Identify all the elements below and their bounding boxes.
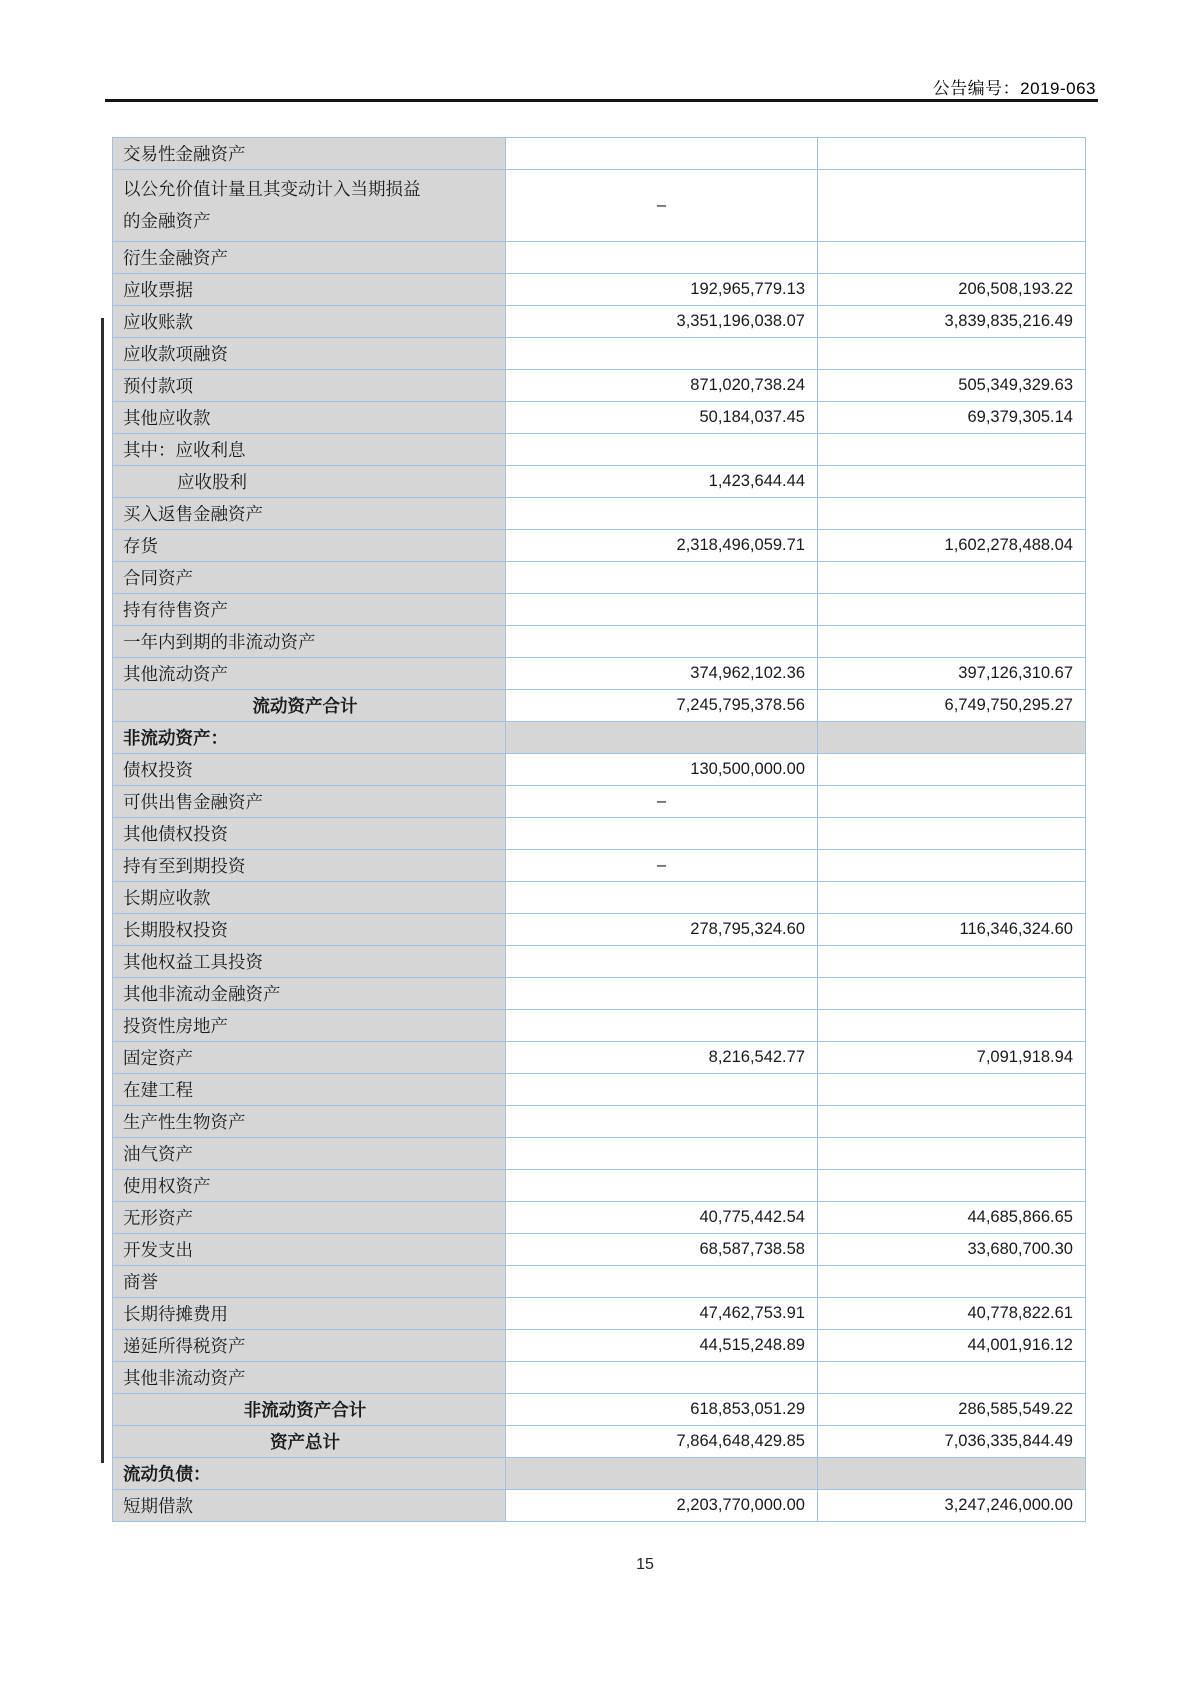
row-label: 应收款项融资 [113, 337, 506, 369]
row-value-col1 [506, 561, 818, 593]
table-row [113, 785, 1086, 817]
table-row [113, 1233, 1086, 1265]
row-label: 非流动资产合计 [113, 1393, 506, 1425]
announcement-number: 公告编号：2019-063 [932, 79, 1096, 98]
row-value-col2: 7,036,335,844.49 [818, 1425, 1086, 1457]
row-label: 持有待售资产 [113, 593, 506, 625]
row-value-col2 [818, 785, 1086, 817]
table-row [113, 1201, 1086, 1233]
row-value-col2 [818, 881, 1086, 913]
row-label: 持有至到期投资 [113, 849, 506, 881]
row-label: 资产总计 [113, 1425, 506, 1457]
row-value-col2: 44,685,866.65 [818, 1201, 1086, 1233]
table-row [113, 337, 1086, 369]
row-value-col1 [506, 241, 818, 273]
row-value-col1: 40,775,442.54 [506, 1201, 818, 1233]
row-label: 可供出售金融资产 [113, 785, 506, 817]
table-row [113, 593, 1086, 625]
table-row [113, 138, 1086, 170]
row-value-col2 [818, 1265, 1086, 1297]
row-value-col1 [506, 1073, 818, 1105]
row-value-col2: 3,247,246,000.00 [818, 1489, 1086, 1521]
row-label: 衍生金融资产 [113, 241, 506, 273]
row-value-col1 [506, 1105, 818, 1137]
row-value-col1: 68,587,738.58 [506, 1233, 818, 1265]
row-value-col1: 130,500,000.00 [506, 753, 818, 785]
row-label: 以公允价值计量且其变动计入当期损益的金融资产 [113, 170, 506, 242]
table-row [113, 369, 1086, 401]
row-value-col1 [506, 977, 818, 1009]
row-label: 其他应收款 [113, 401, 506, 433]
row-value-col1 [506, 1009, 818, 1041]
row-value-col1: – [506, 849, 818, 881]
row-value-col1: 871,020,738.24 [506, 369, 818, 401]
row-label: 流动负债： [113, 1457, 506, 1489]
row-label: 债权投资 [113, 753, 506, 785]
table-row [113, 1457, 1086, 1489]
row-value-col2: 116,346,324.60 [818, 913, 1086, 945]
table-row [113, 1105, 1086, 1137]
row-value-col1 [506, 497, 818, 529]
row-value-col2 [818, 561, 1086, 593]
row-value-col1: – [506, 785, 818, 817]
table-row [113, 1137, 1086, 1169]
row-value-col1 [506, 1169, 818, 1201]
row-value-col2 [818, 849, 1086, 881]
row-value-col2 [818, 241, 1086, 273]
row-label: 其他非流动资产 [113, 1361, 506, 1393]
row-label: 其他债权投资 [113, 817, 506, 849]
row-value-col1: 192,965,779.13 [506, 273, 818, 305]
table-row [113, 881, 1086, 913]
row-label: 长期待摊费用 [113, 1297, 506, 1329]
table-row [113, 945, 1086, 977]
row-label: 油气资产 [113, 1137, 506, 1169]
row-value-col1 [506, 1361, 818, 1393]
table-row [113, 1265, 1086, 1297]
table-row [113, 1169, 1086, 1201]
row-value-col2: 286,585,549.22 [818, 1393, 1086, 1425]
table-row [113, 241, 1086, 273]
row-label: 在建工程 [113, 1073, 506, 1105]
row-value-col1: 1,423,644.44 [506, 465, 818, 497]
row-label: 开发支出 [113, 1233, 506, 1265]
row-value-col2 [818, 1169, 1086, 1201]
row-value-col1 [506, 593, 818, 625]
table-row [113, 721, 1086, 753]
row-value-col2 [818, 337, 1086, 369]
table-row [113, 1009, 1086, 1041]
row-value-col1: – [506, 170, 818, 242]
row-value-col1: 50,184,037.45 [506, 401, 818, 433]
row-label: 商誉 [113, 1265, 506, 1297]
row-value-col1 [506, 138, 818, 170]
table-row [113, 1329, 1086, 1361]
row-value-col1: 618,853,051.29 [506, 1393, 818, 1425]
row-value-col2 [818, 721, 1086, 753]
row-value-col1 [506, 1457, 818, 1489]
table-row [113, 170, 1086, 242]
row-value-col1 [506, 337, 818, 369]
table-row [113, 913, 1086, 945]
row-value-col2: 1,602,278,488.04 [818, 529, 1086, 561]
table-row [113, 1297, 1086, 1329]
table-row [113, 561, 1086, 593]
row-value-col2: 6,749,750,295.27 [818, 689, 1086, 721]
table-row [113, 625, 1086, 657]
row-value-col1 [506, 1137, 818, 1169]
row-label: 应收账款 [113, 305, 506, 337]
table-row [113, 273, 1086, 305]
row-value-col2: 3,839,835,216.49 [818, 305, 1086, 337]
row-value-col1: 374,962,102.36 [506, 657, 818, 689]
row-value-col2 [818, 138, 1086, 170]
row-label: 流动资产合计 [113, 689, 506, 721]
table-row [113, 657, 1086, 689]
row-label: 长期应收款 [113, 881, 506, 913]
row-value-col2 [818, 1457, 1086, 1489]
row-label: 递延所得税资产 [113, 1329, 506, 1361]
row-label: 买入返售金融资产 [113, 497, 506, 529]
row-label: 应收票据 [113, 273, 506, 305]
header-rule [105, 99, 1098, 102]
row-label: 一年内到期的非流动资产 [113, 625, 506, 657]
row-label: 短期借款 [113, 1489, 506, 1521]
row-label: 应收股利 [113, 465, 506, 497]
table-row [113, 849, 1086, 881]
table-row [113, 497, 1086, 529]
row-value-col2: 40,778,822.61 [818, 1297, 1086, 1329]
row-value-col2 [818, 170, 1086, 242]
row-value-col2 [818, 753, 1086, 785]
row-value-col2: 206,508,193.22 [818, 273, 1086, 305]
table-row [113, 1073, 1086, 1105]
row-value-col2 [818, 497, 1086, 529]
table-row [113, 689, 1086, 721]
row-label: 使用权资产 [113, 1169, 506, 1201]
row-value-col1: 2,203,770,000.00 [506, 1489, 818, 1521]
row-value-col1 [506, 625, 818, 657]
balance-sheet-table [112, 137, 1086, 1522]
table-row [113, 1489, 1086, 1521]
row-value-col2: 505,349,329.63 [818, 369, 1086, 401]
table-row [113, 1425, 1086, 1457]
page-number: 15 [636, 1556, 654, 1573]
table-row [113, 1361, 1086, 1393]
row-label: 其他非流动金融资产 [113, 977, 506, 1009]
row-value-col1 [506, 721, 818, 753]
table-row [113, 977, 1086, 1009]
row-value-col2 [818, 1105, 1086, 1137]
row-label: 投资性房地产 [113, 1009, 506, 1041]
row-label: 交易性金融资产 [113, 138, 506, 170]
row-value-col2: 69,379,305.14 [818, 401, 1086, 433]
row-value-col1 [506, 433, 818, 465]
table-row [113, 433, 1086, 465]
row-value-col2: 33,680,700.30 [818, 1233, 1086, 1265]
row-label: 其他流动资产 [113, 657, 506, 689]
table-row [113, 753, 1086, 785]
row-value-col1 [506, 817, 818, 849]
table-row [113, 465, 1086, 497]
row-value-col1: 2,318,496,059.71 [506, 529, 818, 561]
table-row [113, 1393, 1086, 1425]
row-label: 预付款项 [113, 369, 506, 401]
row-value-col2 [818, 1073, 1086, 1105]
row-label: 其他权益工具投资 [113, 945, 506, 977]
row-value-col2: 397,126,310.67 [818, 657, 1086, 689]
row-value-col1 [506, 1265, 818, 1297]
row-value-col2 [818, 817, 1086, 849]
table-row [113, 305, 1086, 337]
row-value-col1: 44,515,248.89 [506, 1329, 818, 1361]
row-value-col2 [818, 977, 1086, 1009]
row-value-col2 [818, 1137, 1086, 1169]
row-value-col2 [818, 625, 1086, 657]
row-value-col2 [818, 465, 1086, 497]
row-label: 固定资产 [113, 1041, 506, 1073]
row-value-col2 [818, 593, 1086, 625]
row-value-col1: 8,216,542.77 [506, 1041, 818, 1073]
row-value-col1: 278,795,324.60 [506, 913, 818, 945]
row-value-col2: 44,001,916.12 [818, 1329, 1086, 1361]
balance-sheet-body [113, 138, 1086, 1522]
row-value-col1 [506, 945, 818, 977]
row-value-col1: 7,864,648,429.85 [506, 1425, 818, 1457]
row-value-col1: 47,462,753.91 [506, 1297, 818, 1329]
row-label: 存货 [113, 529, 506, 561]
table-row [113, 529, 1086, 561]
row-label: 非流动资产： [113, 721, 506, 753]
row-value-col1 [506, 881, 818, 913]
row-label: 其中：应收利息 [113, 433, 506, 465]
row-value-col2 [818, 1009, 1086, 1041]
table-row [113, 1041, 1086, 1073]
table-row [113, 817, 1086, 849]
row-value-col1: 3,351,196,038.07 [506, 305, 818, 337]
row-value-col1: 7,245,795,378.56 [506, 689, 818, 721]
row-label: 生产性生物资产 [113, 1105, 506, 1137]
row-label: 合同资产 [113, 561, 506, 593]
scan-artifact-line [101, 318, 104, 1463]
row-value-col2 [818, 1361, 1086, 1393]
row-value-col2: 7,091,918.94 [818, 1041, 1086, 1073]
row-value-col2 [818, 433, 1086, 465]
row-label: 无形资产 [113, 1201, 506, 1233]
row-value-col2 [818, 945, 1086, 977]
table-row [113, 401, 1086, 433]
row-label: 长期股权投资 [113, 913, 506, 945]
